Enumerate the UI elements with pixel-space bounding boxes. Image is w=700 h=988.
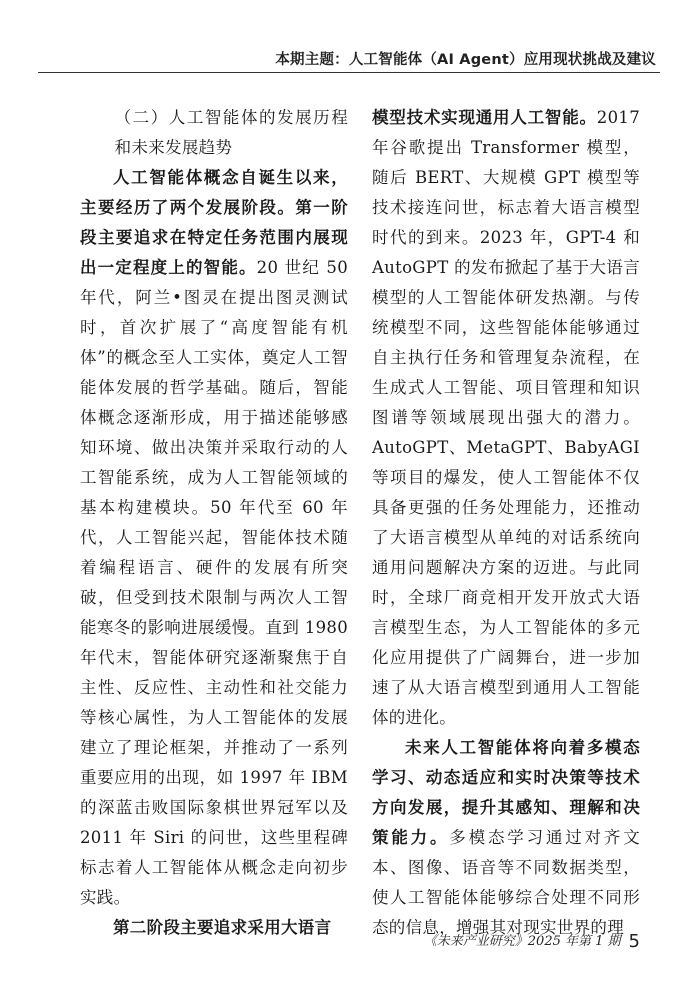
stage-two-lead-start: 第二阶段主要追求采用大语言	[113, 918, 332, 937]
paragraph-future-trends	[372, 733, 640, 943]
stage-one-body: 20 世纪 50 年代，阿兰•图灵在提出图灵测试时，首次扩展了“高度智能有机体”的概念至人工实体，奠定人工智能体发展的哲学基础。随后，智能体概念逐渐形成，用于描述能够感知环境、做出决策并采取行动的人工智能系统，成为人工智能领域的基本构建模块。50 年代至 60 年代，人工智能兴起，智能体技术随着编程语言、硬件的发展有所突破，但受到技术限制与两次人工智能寒冬的影响进展缓慢。直到 1980 年代末，智能体研究逐渐聚焦于自主性、反应性、主动性和社交能力等核心属性，为人工智能体的发展建立了理论框架，并推动了一系列重要应用的出现，如 1997 年 IBM 的深蓝击败国际象棋世界冠军以及 2011 年 Siri 的问世，这些里程碑标志着人工智能体从概念走向初步实践。	[80, 258, 348, 907]
paragraph-stage-two-start	[80, 913, 348, 943]
section-heading: （二）人工智能体的发展历程和未来发展趋势	[114, 108, 348, 157]
future-trends-lead: 未来人工智能体将向着多模态学习、动态适应和实时决策等技术方向发展，提升其感知、理解和决策能力。	[372, 738, 640, 847]
page-header	[0, 0, 700, 68]
stage-two-lead-cont: 模型技术实现通用人工智能。	[372, 108, 597, 127]
page-footer	[424, 930, 640, 951]
header-title: 本期主题：人工智能体（AI Agent）应用现状挑战及建议	[275, 52, 656, 68]
journal-name: 《未来产业研究》2025 年第 1 期	[423, 934, 621, 949]
stage-one-lead: 人工智能体概念自诞生以来，主要经历了两个发展阶段。第一阶段主要追求在特定任务范围内展现出一定程度上的智能。	[80, 168, 348, 277]
left-column	[80, 103, 348, 943]
page-number: 5	[628, 931, 640, 952]
paragraph-stage-one	[80, 163, 348, 913]
stage-two-body: 2017 年谷歌提出 Transformer 模型，随后 BERT、大规模 GPT 模型等技术接连问世，标志着大语言模型时代的到来。2023 年，GPT-4 和 AutoGPT 的发布掀起了基于大语言模型的人工智能体研发热潮。与传统模型不同，这些智能体能够通过自主执行任务和管理复杂流程，在生成式人工智能、项目管理和知识图谱等领域展现出强大的潜力。AutoGPT、MetaGPT、BabyAGI 等项目的爆发，使人工智能体不仅具备更强的任务处理能力，还推动了大语言模型从单纯的对话系统向通用问题解决方案的迈进。与此同时，全球厂商竞相开发开放式大语言模型生态，为人工智能体的多元化应用提供了广阔舞台，进一步加速了从大语言模型到通用人工智能体的进化。	[372, 108, 640, 727]
header-divider	[38, 72, 660, 73]
future-trends-body: 多模态学习通过对齐文本、图像、语音等不同数据类型，使人工智能体能够综合处理不同形态的信息，增强其对现实世界的理	[372, 828, 641, 937]
paragraph-stage-two-cont	[372, 103, 640, 733]
right-column	[372, 103, 640, 943]
